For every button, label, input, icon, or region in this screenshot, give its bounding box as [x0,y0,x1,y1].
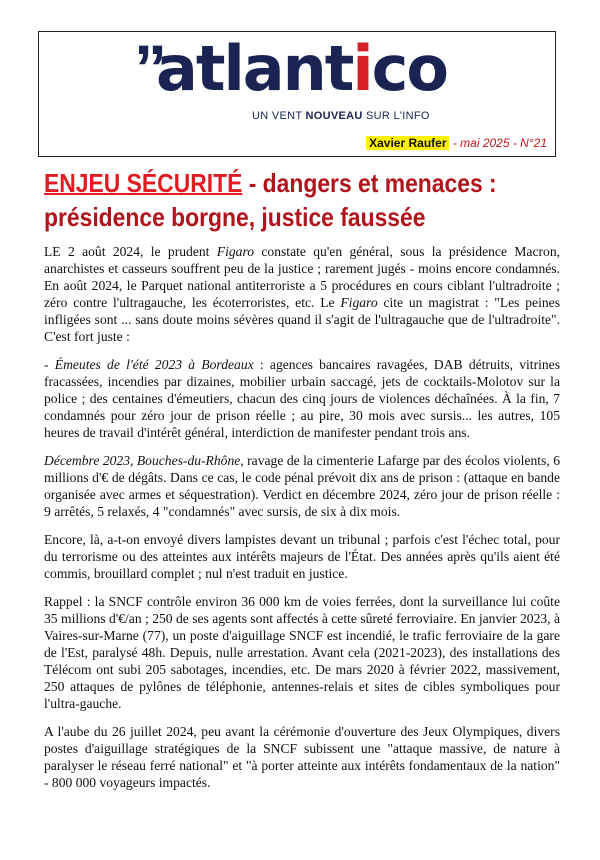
atlantico-logo [134,31,474,116]
paragraph-4: Encore, là, a-t-on envoyé divers lampistes devant un tribunal ; parfois c'est l'échec total, pour du terrorisme ou des atteintes aux intérêts majeurs de l'État. Des années après qu'ils aient été commis, brouillard complet ; nul n'est traduit en justice. [44,532,560,581]
paragraph-6: A l'aube du 26 juillet 2024, peu avant la cérémonie d'ouverture des Jeux Olympiques, divers postes d'aiguillage stratégiques de la SNCF subissent une "attaque massive, de nature à paralyser le réseau ferré national" et "à porter atteinte aux intérêts fondamentaux de la nation" - 800 000 voyageurs impactés. [44,724,560,790]
paragraph-3 [44,452,560,520]
article-headline [44,166,563,234]
p3-lead-italic: Décembre 2023, Bouches-du-Rhône [44,453,241,468]
byline [366,136,547,150]
paragraph-5: Rappel : la SNCF contrôle environ 36 000 km de voies ferrées, dont la surveillance lui coûte 35 millions d'€/an ; 250 de ses agents sont affectés à cette sûreté ferroviaire. En janvier 2023, à Vaires-sur-Marne (77), un poste d'aiguillage SNCF est incendié, le trafic ferroviaire de la gare de l'Est, paralysé 48h. Depuis, nulle arrestation. Avant cela (2021-2023), des installations des Télécom ont subi 205 sabotages, incendies, etc. De mars 2020 à février 2022, massivement, 250 attaques de pylônes de téléphonie, antennes-relais et sites de cibles symboliques pour l'ultra-gauche. [44,594,560,711]
logo-quote-mark: ” [134,31,165,105]
p1-figaro-2: Figaro [340,295,378,310]
logo-part-2: co [371,32,447,105]
paragraph-2 [44,356,560,441]
logo-wordmark [156,32,447,105]
p1-text-e: cite un magistrat : "Les peines infligées sont ... sans doute moins sévères quand il s'agit de l'ultragauche que de l'ultradroite". C'est fort juste : [44,295,560,344]
logo-tagline [252,110,430,122]
headline-title: - dangers et menaces : présidence borgne, justice faussée [44,168,497,232]
p2-lead-italic: - Émeutes de l'été 2023 à Bordeaux [44,357,254,372]
p1-text-a: LE 2 août 2024, le prudent [44,244,217,259]
logo-accent-letter: i [352,32,372,105]
headline-kicker: ENJEU SÉCURITÉ [44,168,243,198]
paragraph-1 [44,243,560,345]
tagline-bold: NOUVEAU [305,110,363,122]
p3-text: , ravage de la cimenterie Lafarge par des écolos violents, 6 millions d'€ de dégâts. Dans ce cas, le code pénal prévoit dix ans de prison : (attaque en bande organisée avec armes et séquestration). Verdict en décembre 2024, zéro jour de prison réelle : 9 arrêtés, 5 relaxés, 4 "condamnés" avec sursis, de six à dix mois. [44,453,560,519]
p1-text-c: constate qu'en général, sous la présidence Macron, anarchistes et casseurs souffrent peu de la justice ; rarement jugés - moins encore condamnés. En août 2024, le Parquet national antiterroriste a 5 procédures en cours ciblant l'ultradroite ; zéro contre l'ultragauche, les écoterroristes, etc. Le [44,244,561,310]
tagline-part-2: SUR L'INFO [362,110,430,122]
issue-info: - mai 2025 - N°21 [449,136,547,150]
tagline-part-1: UN VENT [252,110,306,122]
article-body [44,243,560,802]
p1-figaro-1: Figaro [216,244,255,259]
p2-text: : agences bancaires ravagées, DAB détruits, vitrines fracassées, incendies par dizaines, mobilier urbain saccagé, jets de cocktails-Molotov sur la police ; des centaines d'émeutiers, chacun des cinq jours de violences déchaînées. À la fin, 7 condamnés pour zéro jour de prison réelle ; au pire, 30 mois avec sursis... les autres, 105 heures de travail d'intérêt général, interdiction de manifester pendant trois ans. [44,357,561,440]
masthead-box [38,31,556,157]
logo-part-1: atlant [156,32,353,105]
author-name: Xavier Raufer [366,136,449,150]
